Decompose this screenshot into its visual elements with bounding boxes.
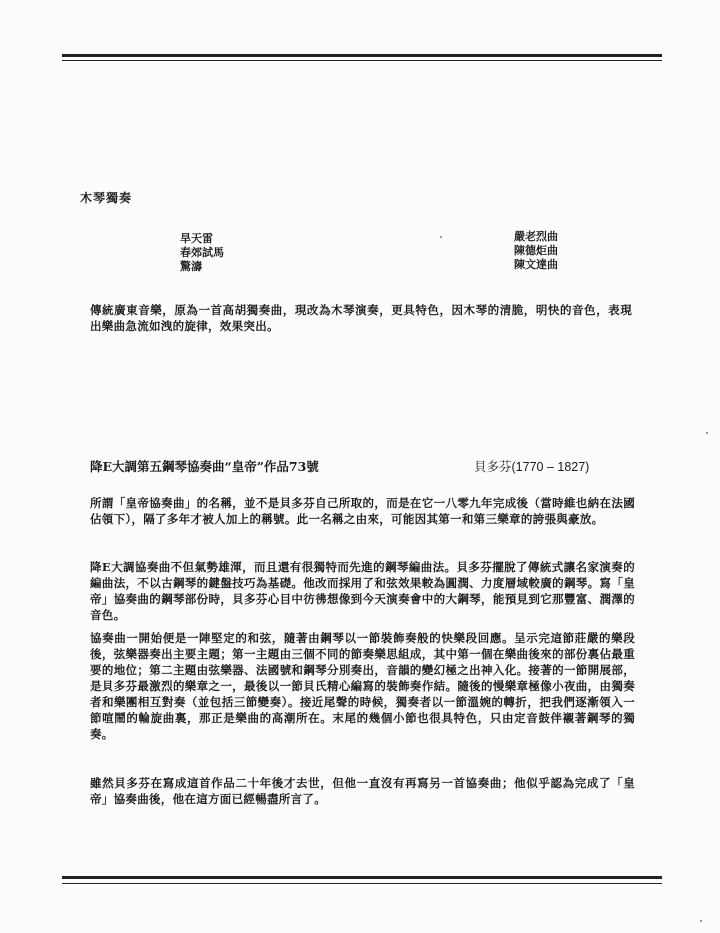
composer-credit: 貝多芬(1770 – 1827)	[474, 460, 590, 474]
composer-name: 陳德炬曲	[514, 244, 558, 257]
piece-list	[180, 232, 224, 274]
scan-speck	[440, 236, 442, 238]
paragraph: 協奏曲一開始便是一陣堅定的和弦，隨著由鋼琴以一節裝飾奏般的快樂段回應。呈示完這節莊嚴的樂段後，弦樂器奏出主要主題；第一主題由三個不同的節奏樂思組成，其中第一個在樂曲後來的部份裏佔最重要的地位；第二主題由弦樂器、法國號和鋼琴分別奏出，音韻的變幻極之出神入化。接著的一節開展部，是貝多芬最激烈的樂章之一，最後以一節貝氏精心編寫的裝飾奏作結。隨後的慢樂章極像小夜曲，由獨奏者和樂團相互對奏（並包括三節變奏）。接近尾聲的時候，獨奏者以一節溫婉的轉折，把我們逐漸領入一節喧鬧的輪旋曲裏，那正是樂曲的高潮所在。末尾的幾個小節也很具特色，只由定音鼓伴襯著鋼琴的獨奏。	[90, 631, 635, 741]
section1-description: 傳統廣東音樂，原為一首高胡獨奏曲，現改為木琴演奏，更具特色，因木琴的清脆，明快的音色，表現出樂曲急流如洩的旋律，效果突出。	[90, 303, 632, 333]
piece-title: 驚濤	[180, 260, 202, 273]
composer-name: 陳文達曲	[514, 258, 558, 271]
bottom-rule-thin	[62, 883, 662, 884]
composer-list	[514, 230, 558, 272]
scan-speck	[700, 920, 702, 922]
section1-title: 木琴獨奏	[80, 191, 133, 205]
piece-title: 旱天雷	[180, 232, 213, 245]
paragraph: 所謂「皇帝協奏曲」的名稱，並不是貝多芬自己所取的，而是在它一八零九年完成後（當時維也納在法國佔領下），隔了多年才被人加上的稱號。此一名稱之由來，可能因其第一和第三樂章的誇張與豪放。	[90, 496, 635, 526]
concerto-title: 降E大調第五鋼琴協奏曲“皇帝”作品73號	[90, 459, 319, 474]
top-rule-thin	[62, 60, 662, 61]
bottom-rule-thick	[62, 876, 662, 879]
piece-title: 春郊試馬	[180, 246, 224, 259]
paragraph: 雖然貝多芬在寫成這首作品二十年後才去世，但他一直沒有再寫另一首協奏曲；他似乎認為完成了「皇帝」協奏曲後，他在這方面已經暢盡所言了。	[90, 776, 635, 806]
scan-speck	[706, 432, 708, 434]
composer-name: 嚴老烈曲	[514, 230, 558, 243]
top-rule-thick	[62, 54, 662, 57]
paragraph: 降E大調協奏曲不但氣勢雄渾，而且還有很獨特而先進的鋼琴編曲法。貝多芬擺脫了傳統式讓名家演奏的編曲法，不以古鋼琴的鍵盤技巧為基礎。他改而採用了和弦效果較為圓潤、力度層域較廣的鋼琴。寫「皇帝」協奏曲的鋼琴部份時，貝多芬心目中彷彿想像到今天演奏會中的大鋼琴，能預見到它那豐富、潤澤的音色。	[90, 560, 635, 622]
